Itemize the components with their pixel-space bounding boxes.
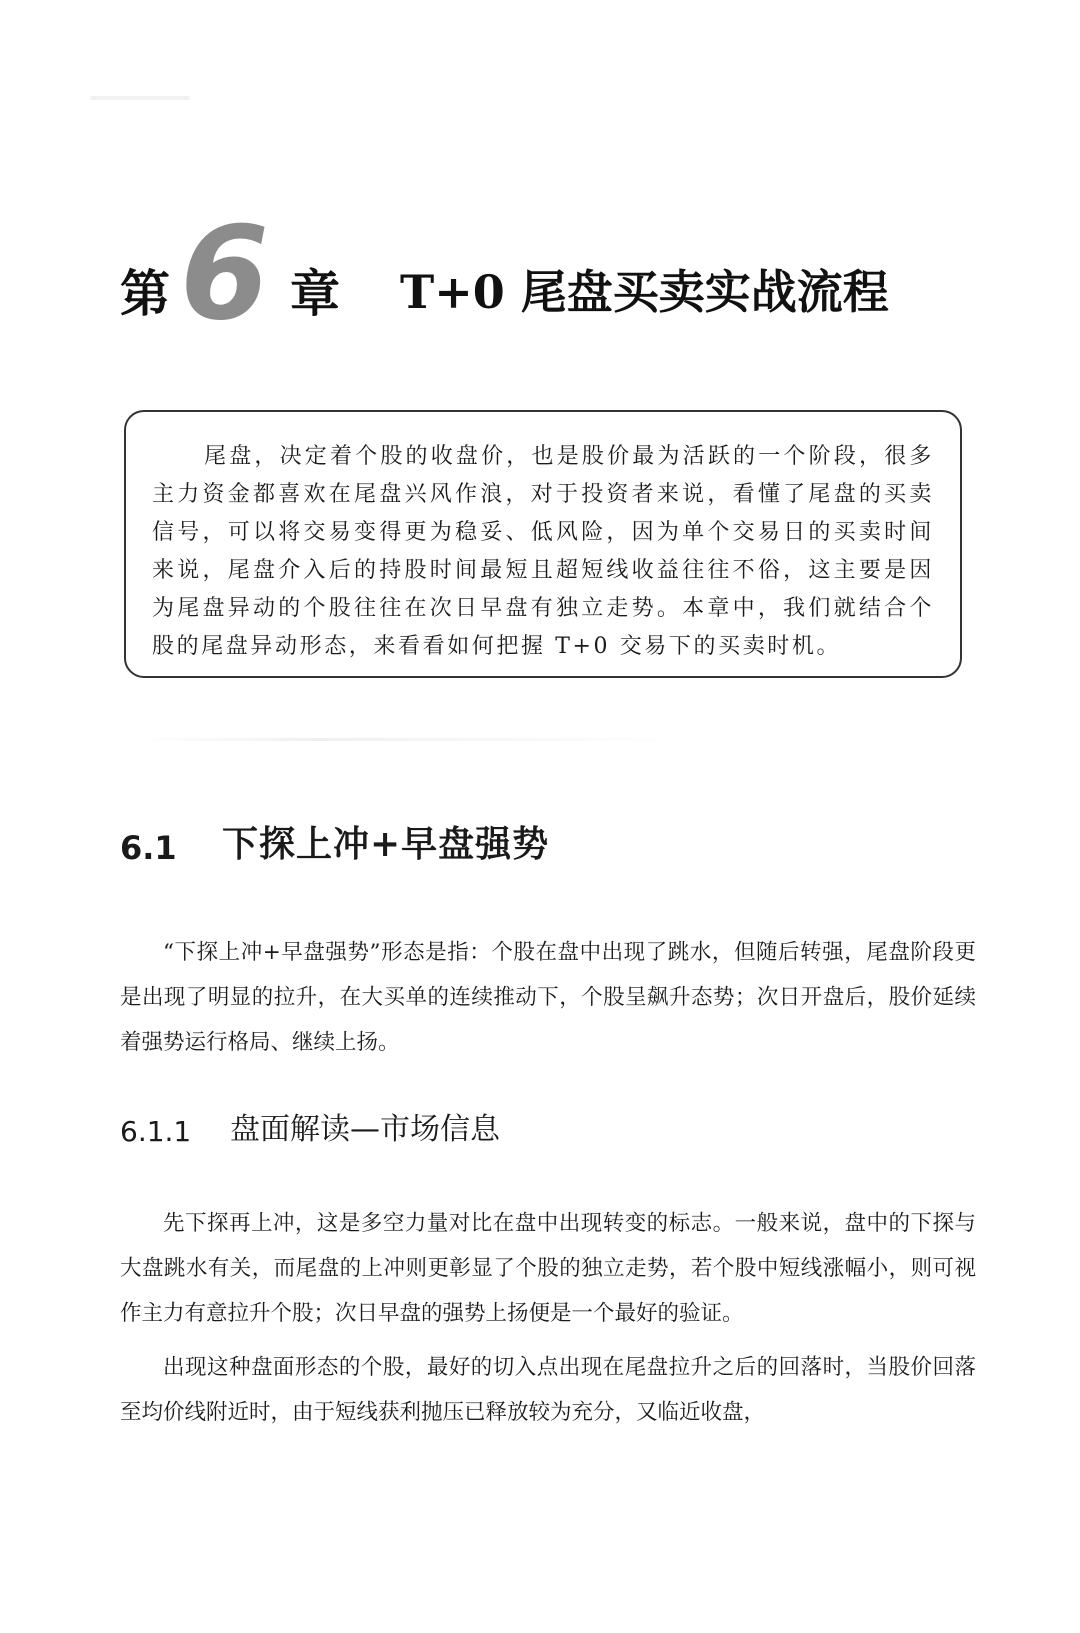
chapter-intro-box bbox=[124, 410, 962, 678]
section-title: 下探上冲+早盘强势 bbox=[222, 823, 550, 865]
chapter-title: T+0 尾盘买卖实战流程 bbox=[400, 265, 889, 319]
subsection-number: 6.1.1 bbox=[120, 1115, 192, 1148]
section-number: 6.1 bbox=[120, 829, 177, 867]
chapter-word-prefix: 第 bbox=[120, 264, 170, 323]
subsection-paragraph-2: 出现这种盘面形态的个股，最好的切入点出现在尾盘拉升之后的回落时，当股价回落至均价线附近时，由于短线获利抛压已释放较为充分，又临近收盘， bbox=[120, 1355, 976, 1425]
scan-streak bbox=[130, 738, 690, 741]
subsection-title: 盘面解读—市场信息 bbox=[230, 1112, 500, 1147]
chapter-number: 6 bbox=[180, 200, 266, 349]
chapter-word-suffix: 章 bbox=[290, 264, 340, 323]
chapter-heading bbox=[120, 200, 980, 349]
subsection-paragraph-1: 先下探再上冲，这是多空力量对比在盘中出现转变的标志。一般来说，盘中的下探与大盘跳水有关，而尾盘的上冲则更彰显了个股的独立走势，若个股中短线涨幅小，则可视作主力有意拉升个股；次日早盘的强势上扬便是一个最好的验证。 bbox=[120, 1211, 976, 1326]
scan-smudge bbox=[90, 96, 190, 100]
section-paragraph: “下探上冲+早盘强势”形态是指：个股在盘中出现了跳水，但随后转强，尾盘阶段更是出现了明显的拉升，在大买单的连续推动下，个股呈飙升态势；次日开盘后，股价延续着强势运行格局、继续上扬。 bbox=[120, 940, 976, 1055]
chapter-intro-text: 尾盘，决定着个股的收盘价，也是股价最为活跃的一个阶段，很多主力资金都喜欢在尾盘兴风作浪，对于投资者来说，看懂了尾盘的买卖信号，可以将交易变得更为稳妥、低风险，因为单个交易日的买卖时间来说，尾盘介入后的持股时间最短且超短线收益往往不俗，这主要是因为尾盘异动的个股往往在次日早盘有独立走势。本章中，我们就结合个股的尾盘异动形态，来看看如何把握 T+0 交易下的买卖时机。 bbox=[152, 444, 934, 659]
